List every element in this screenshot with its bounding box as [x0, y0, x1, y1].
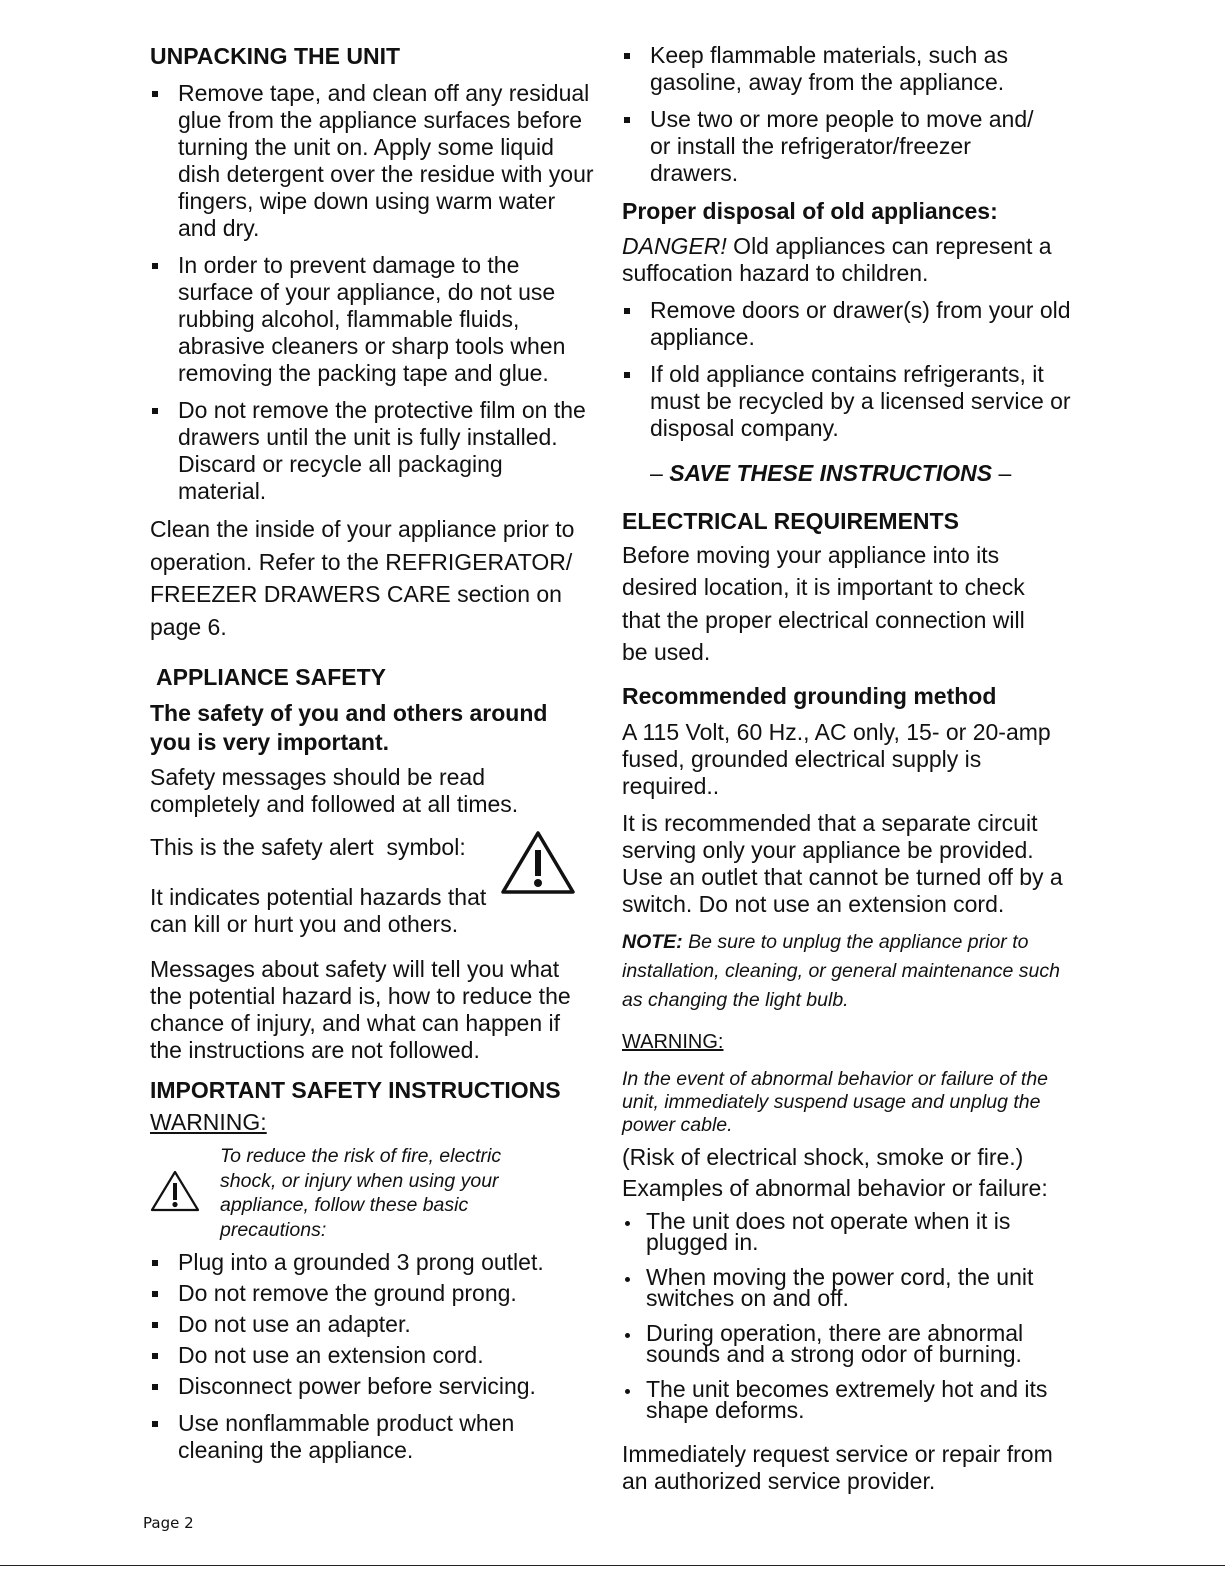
important-warning-block — [150, 1144, 595, 1242]
examples-list — [622, 1208, 1077, 1424]
electrical-intro-text: Before moving your appliance into its desired location, it is important to check that the proper electrical connection will be used. — [622, 542, 1025, 665]
important-list — [150, 1249, 595, 1464]
list-item: When moving the power cord, the unit switches on and off. — [622, 1267, 1056, 1309]
list-item: In order to prevent damage to the surface of your appliance, do not use rubbing alcohol, flammable fluids, abrasive cleaners or sharp tools when removing the packing tape and glue. — [150, 252, 595, 387]
safety-messages-text: Safety messages should be read completely and followed at all times. — [150, 764, 519, 817]
important-warning-text: To reduce the risk of fire, electric shock, or injury when using your appliance, follow these basic precautions: — [220, 1145, 502, 1241]
closing-text: Immediately request service or repair from an authorized service provider. — [622, 1441, 1053, 1495]
warning-triangle-icon — [150, 1170, 200, 1212]
list-item: Use nonflammable product when cleaning the appliance. — [150, 1410, 548, 1464]
indicates-hazards-text: It indicates potential hazards that can kill or hurt you and others. — [150, 884, 487, 937]
safety-symbol-text: This is the safety alert symbol: — [150, 834, 466, 860]
unpacking-heading: UNPACKING THE UNIT — [150, 43, 401, 69]
list-item: Use two or more people to move and/ or install the refrigerator/freezer drawers. — [622, 106, 1060, 187]
list-item: Do not remove the protective film on the drawers until the unit is fully installed. Discard or recycle all packaging material. — [150, 397, 595, 505]
electrical-heading: ELECTRICAL REQUIREMENTS — [622, 508, 959, 534]
clean-inside-text: Clean the inside of your appliance prior to operation. Refer to the REFRIGERATOR/ FREEZER DRAWERS CARE section on page 6. — [150, 516, 575, 640]
note-label: NOTE: — [622, 931, 683, 954]
list-item: The unit does not operate when it is plugged in. — [622, 1211, 1046, 1253]
messages-about-safety-text: Messages about safety will tell you what the potential hazard is, how to reduce the chance of injury, and what can happen if the instructions are not followed. — [150, 956, 571, 1063]
unpacking-list — [150, 80, 595, 505]
abnormal-warning-text: In the event of abnormal behavior or failure of the unit, immediately suspend usage and unplug the power cable. — [622, 1068, 1049, 1137]
warning-label-right: WARNING: — [622, 1031, 724, 1054]
list-item: Do not remove the ground prong. — [150, 1280, 595, 1307]
danger-text — [622, 233, 1077, 287]
danger-body: Old appliances can represent a suffocation hazard to children. — [622, 233, 1052, 286]
disposal-list — [622, 297, 1077, 442]
save-instructions — [622, 460, 1077, 487]
list-item: If old appliance contains refrigerants, it must be recycled by a licensed service or disposal company. — [622, 361, 1077, 442]
safety-alert-row — [150, 830, 595, 938]
important-safety-heading: IMPORTANT SAFETY INSTRUCTIONS — [150, 1077, 561, 1103]
examples-text: Examples of abnormal behavior or failure: — [622, 1175, 1048, 1202]
list-item: During operation, there are abnormal sounds and a strong odor of burning. — [622, 1323, 1046, 1365]
list-item: Keep flammable materials, such as gasoline, away from the appliance. — [622, 42, 1050, 96]
right-column — [622, 42, 1077, 1495]
left-column — [150, 42, 595, 1464]
list-item: Remove tape, and clean off any residual glue from the appliance surfaces before turning the unit on. Apply some liquid dish detergent over the residue with your fingers, wipe down using warm water and dry. — [150, 80, 595, 242]
bottom-rule — [0, 1565, 1225, 1566]
save-instructions-text: SAVE THESE INSTRUCTIONS — [669, 460, 993, 486]
list-item: Do not use an extension cord. — [150, 1342, 595, 1369]
appliance-safety-heading: APPLIANCE SAFETY — [156, 664, 387, 690]
safety-subheading: The safety of you and others around you is very important. — [150, 700, 548, 755]
list-item: The unit becomes extremely hot and its shape deforms. — [622, 1379, 1066, 1421]
grounding-heading: Recommended grounding method — [622, 683, 997, 710]
supply-text: A 115 Volt, 60 Hz., AC only, 15- or 20-amp fused, grounded electrical supply is required.. — [622, 719, 1051, 800]
warning-label: WARNING: — [150, 1109, 267, 1135]
note-body: Be sure to unplug the appliance prior to installation, cleaning, or general maintenance such as changing the light bulb. — [622, 931, 1060, 1012]
dash-left: – — [650, 460, 663, 486]
flammable-list — [622, 42, 1077, 187]
list-item: Remove doors or drawer(s) from your old appliance. — [622, 297, 1077, 351]
circuit-text: It is recommended that a separate circuit serving only your appliance be provided. Use an outlet that cannot be turned off by a switch. Do not use an extension cord. — [622, 810, 1063, 918]
page-number: Page 2 — [143, 1514, 194, 1532]
list-item: Plug into a grounded 3 prong outlet. — [150, 1249, 595, 1276]
disposal-heading: Proper disposal of old appliances: — [622, 198, 998, 224]
note-text — [622, 928, 1077, 1015]
list-item: Disconnect power before servicing. — [150, 1373, 595, 1400]
dash-right: – — [998, 460, 1012, 486]
risk-text: (Risk of electrical shock, smoke or fire.) — [622, 1144, 1024, 1171]
danger-label: DANGER! — [622, 233, 727, 259]
list-item: Do not use an adapter. — [150, 1311, 595, 1338]
